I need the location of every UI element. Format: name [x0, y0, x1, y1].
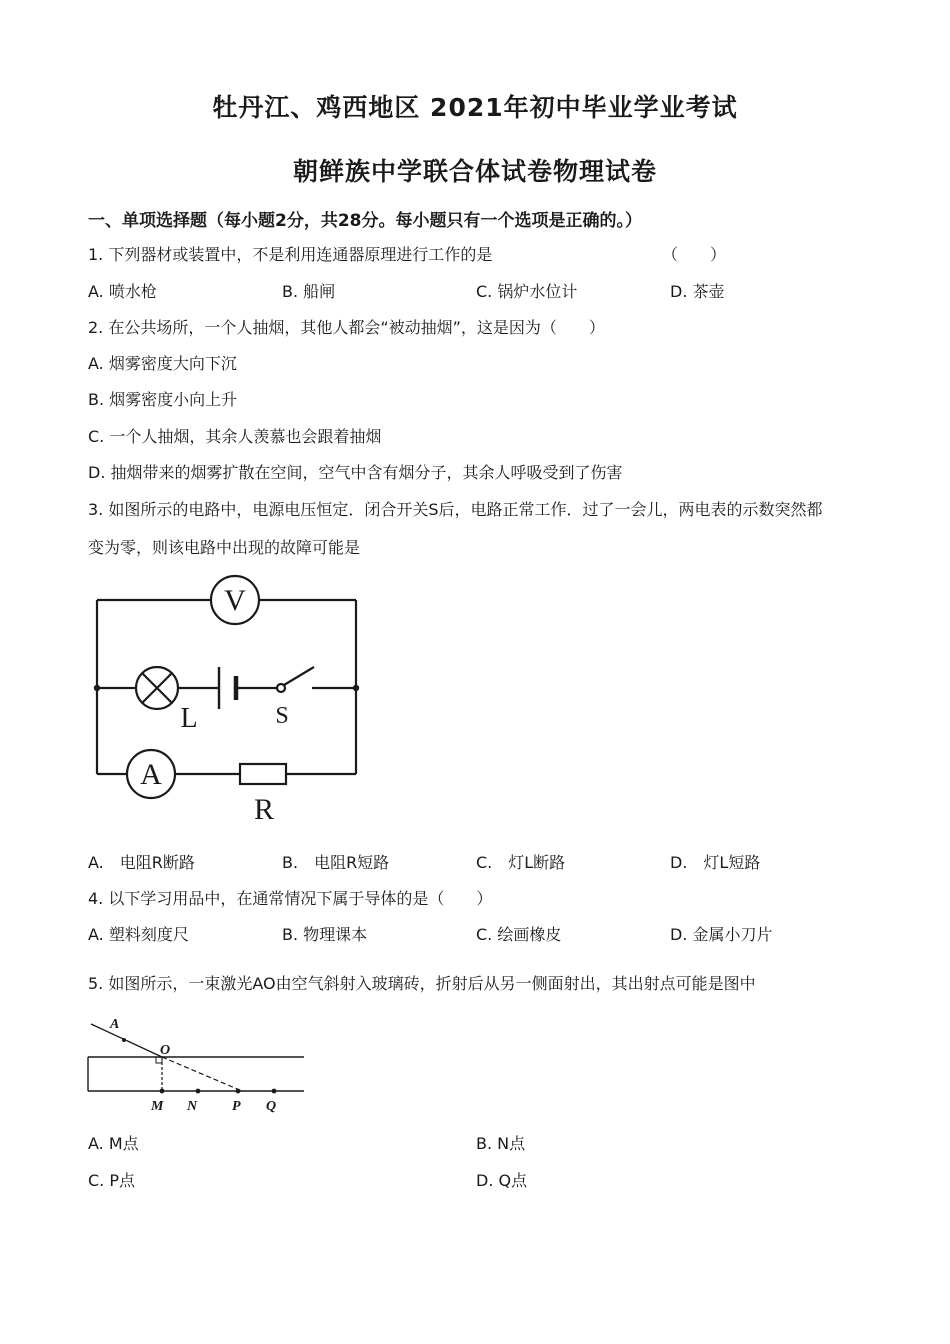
q1-option-a[interactable]: A. 喷水枪: [88, 282, 157, 301]
switch-label: S: [275, 703, 289, 729]
point-m: [160, 1089, 165, 1094]
q4-option-c[interactable]: C. 绘画橡皮: [476, 925, 562, 944]
q1-option-b[interactable]: B. 船闸: [282, 282, 336, 301]
q4-option-a[interactable]: A. 塑料刻度尺: [88, 925, 189, 944]
lamp-symbol: [136, 667, 178, 709]
q1-answer-paren: （ ）: [662, 245, 727, 264]
label-q: Q: [266, 1099, 277, 1114]
q2-option-c[interactable]: C. 一个人抽烟，其余人羡慕也会跟着抽烟: [88, 427, 382, 446]
label-a: A: [110, 1017, 120, 1032]
exam-title-line2: 朝鲜族中学联合体试卷物理试卷: [292, 157, 657, 186]
q3-option-b[interactable]: B. 电阻R短路: [282, 853, 390, 872]
q5-option-d[interactable]: D. Q点: [476, 1171, 528, 1190]
refraction-diagram: [84, 1012, 309, 1117]
label-m: M: [151, 1099, 164, 1114]
q5-option-a[interactable]: A. M点: [88, 1134, 139, 1153]
junction-dot-left: [94, 685, 100, 691]
q1-option-c[interactable]: C. 锅炉水位计: [476, 282, 578, 301]
point-q: [272, 1089, 277, 1094]
q5-option-c[interactable]: C. P点: [88, 1171, 135, 1190]
label-p: P: [232, 1099, 241, 1114]
ray-marker: [122, 1038, 126, 1042]
battery-symbol: [219, 667, 236, 709]
q2-option-b[interactable]: B. 烟雾密度小向上升: [88, 390, 238, 409]
q3-option-d[interactable]: D. 灯L短路: [670, 853, 761, 872]
point-n: [196, 1089, 201, 1094]
resistor-label: R: [253, 793, 275, 826]
q3-stem-line2: 变为零，则该电路中出现的故障可能是: [88, 538, 361, 557]
circuit-diagram: [88, 572, 373, 830]
q4-option-b[interactable]: B. 物理课本: [282, 925, 368, 944]
q1-stem: 1. 下列器材或装置中，不是利用连通器原理进行工作的是: [88, 245, 493, 264]
point-p: [236, 1089, 241, 1094]
q5-option-b[interactable]: B. N点: [476, 1134, 526, 1153]
section-heading: 一、单项选择题（每小题2分，共28分。每小题只有一个选项是正确的。）: [88, 211, 642, 231]
q5-stem: 5. 如图所示，一束激光AO由空气斜射入玻璃砖，折射后从另一侧面射出，其出射点可能是图中: [88, 974, 756, 993]
q2-option-a[interactable]: A. 烟雾密度大向下沉: [88, 354, 237, 373]
ammeter-label: A: [140, 758, 162, 791]
switch-symbol: [277, 667, 314, 692]
q4-stem: 4. 以下学习用品中，在通常情况下属于导体的是（ ）: [88, 889, 493, 908]
q2-option-d[interactable]: D. 抽烟带来的烟雾扩散在空间，空气中含有烟分子，其余人呼吸受到了伤害: [88, 463, 623, 482]
label-n: N: [187, 1099, 198, 1114]
label-o: O: [160, 1043, 171, 1058]
junction-dot-right: [353, 685, 359, 691]
q4-option-d[interactable]: D. 金属小刀片: [670, 925, 773, 944]
q2-stem: 2. 在公共场所，一个人抽烟，其他人都会“被动抽烟”，这是因为（ ）: [88, 318, 605, 337]
q1-option-d[interactable]: D. 茶壶: [670, 282, 725, 301]
q3-option-c[interactable]: C. 灯L断路: [476, 853, 566, 872]
voltmeter-label: V: [224, 584, 246, 617]
lamp-label: L: [180, 703, 198, 734]
resistor-symbol: [240, 764, 286, 784]
q3-stem-line1: 3. 如图所示的电路中，电源电压恒定．闭合开关S后，电路正常工作．过了一会儿，两电表的示数突然都: [88, 500, 823, 519]
q3-option-a[interactable]: A. 电阻R断路: [88, 853, 195, 872]
exam-title-line1: 牡丹江、鸡西地区 2021年初中毕业学业考试: [212, 93, 738, 122]
